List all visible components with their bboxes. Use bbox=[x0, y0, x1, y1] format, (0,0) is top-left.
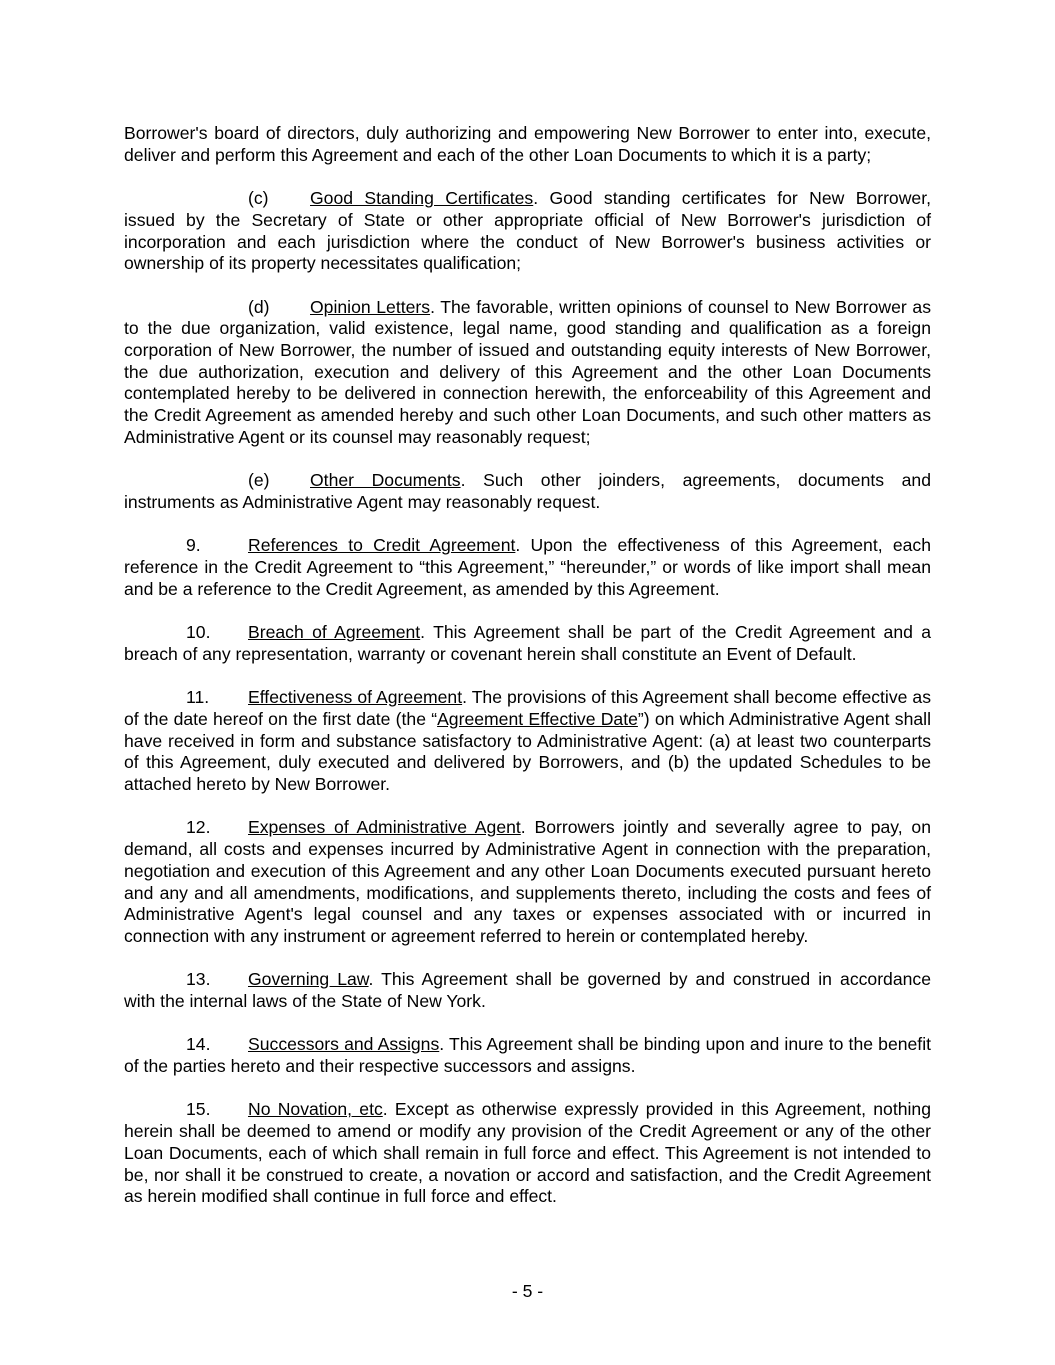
subsection-e bbox=[124, 470, 931, 513]
section-number: 9. bbox=[186, 535, 201, 556]
subsection-c bbox=[124, 188, 931, 275]
section-body: . Except as otherwise expressly provided in this Agreement, nothing herein shall be deemed to amend or modify any provision of the Credit Agreement or any of the other Loan Documents, each of which shall remain in full force and effect. This Agreement is not intended to be, nor shall it be construed to create, a novation or accord and satisfaction, and the Credit Agreement as herein modified shall continue in full force and effect. bbox=[124, 1099, 931, 1207]
subsection-title: Opinion Letters bbox=[310, 296, 431, 317]
section-14 bbox=[124, 1034, 931, 1077]
section-13 bbox=[124, 969, 931, 1012]
section-15 bbox=[124, 1099, 931, 1208]
subsection-label: (d) bbox=[248, 296, 270, 317]
section-number: 12. bbox=[186, 817, 211, 838]
section-number: 13. bbox=[186, 969, 211, 990]
document-page bbox=[124, 123, 931, 1230]
section-body-before: . The provisions of this Agreement shall become effective as of the date hereof on the first date (the “ bbox=[124, 687, 931, 729]
section-body: . Upon the effectiveness of this Agreement, each reference in the Credit Agreement to “this Agreement,” “hereunder,” or words of like import shall mean and be a reference to the Credit Agreement, as amended by this Agreement. bbox=[124, 535, 931, 599]
section-title: Successors and Assigns bbox=[248, 1034, 440, 1055]
subsection-body: . The favorable, written opinions of counsel to New Borrower as to the due organization, valid existence, legal name, good standing and qualification as a foreign corporation of New Borrower, the number of issued and outstanding equity interests of New Borrower, the due authorization, execution and delivery of this Agreement and the other Loan Documents contemplated hereby to be delivered in connection herewith, the enforceability of this Agreement and the Credit Agreement as amended hereby and such other Loan Documents, and such other matters as Administrative Agent or its counsel may reasonably request; bbox=[124, 296, 931, 447]
section-title: Expenses of Administrative Agent bbox=[248, 817, 521, 838]
subsection-title: Good Standing Certificates bbox=[310, 188, 534, 209]
subsection-label: (c) bbox=[248, 188, 269, 209]
defined-term: Agreement Effective Date bbox=[437, 708, 638, 729]
section-title: No Novation, etc bbox=[248, 1099, 383, 1120]
subsection-body: . Good standing certificates for New Borrower, issued by the Secretary of State or other appropriate official of New Borrower's jurisdiction of incorporation and each jurisdiction where the conduct of New Borrower's business activities or ownership of its property necessitates qualification; bbox=[124, 188, 931, 274]
section-body: . This Agreement shall be binding upon and inure to the benefit of the parties hereto and their respective successors and assigns. bbox=[124, 1034, 931, 1077]
section-title: Breach of Agreement bbox=[248, 622, 421, 643]
section-title: References to Credit Agreement bbox=[248, 535, 516, 556]
section-title: Effectiveness of Agreement bbox=[248, 687, 463, 708]
section-number: 10. bbox=[186, 622, 211, 643]
section-10 bbox=[124, 622, 931, 665]
section-9 bbox=[124, 535, 931, 600]
section-title: Governing Law bbox=[248, 969, 369, 990]
section-body: . This Agreement shall be governed by and construed in accordance with the internal laws of the State of New York. bbox=[124, 969, 931, 1011]
subsection-d bbox=[124, 297, 931, 449]
page-number: - 5 - bbox=[511, 1281, 544, 1301]
subsection-label: (e) bbox=[248, 470, 270, 491]
section-number: 14. bbox=[186, 1034, 211, 1055]
intro-paragraph: Borrower's board of directors, duly authorizing and empowering New Borrower to enter into, execute, deliver and perform this Agreement and each of the other Loan Documents to which it is a party; bbox=[124, 123, 931, 165]
section-body: . Borrowers jointly and severally agree to pay, on demand, all costs and expenses incurred by Administrative Agent in connection with the preparation, negotiation and execution of this Agreement and any other Loan Documents executed pursuant hereto and any and all amendments, modifications, and supplements thereto, including the costs and fees of Administrative Agent's legal counsel and any taxes or expenses associated with or incurred in connection with any instrument or agreement referred to herein or contemplated hereby. bbox=[124, 817, 932, 946]
section-number: 15. bbox=[186, 1099, 211, 1120]
section-number: 11. bbox=[186, 687, 210, 708]
subsection-body: . Such other joinders, agreements, documents and instruments as Administrative Agent may reasonably request. bbox=[124, 470, 931, 512]
section-body-after: ”) on which Administrative Agent shall have received in form and substance satisfactory to Administrative Agent: (a) at least two counterparts of this Agreement, duly executed and delivered by Borrowers, and (b) the updated Schedules to be attached hereto by New Borrower. bbox=[124, 708, 931, 794]
subsection-title: Other Documents bbox=[310, 470, 461, 491]
section-12 bbox=[124, 817, 931, 947]
section-11 bbox=[124, 687, 931, 796]
section-body: . This Agreement shall be part of the Credit Agreement and a breach of any representation, warranty or covenant herein shall constitute an Event of Default. bbox=[124, 622, 931, 664]
